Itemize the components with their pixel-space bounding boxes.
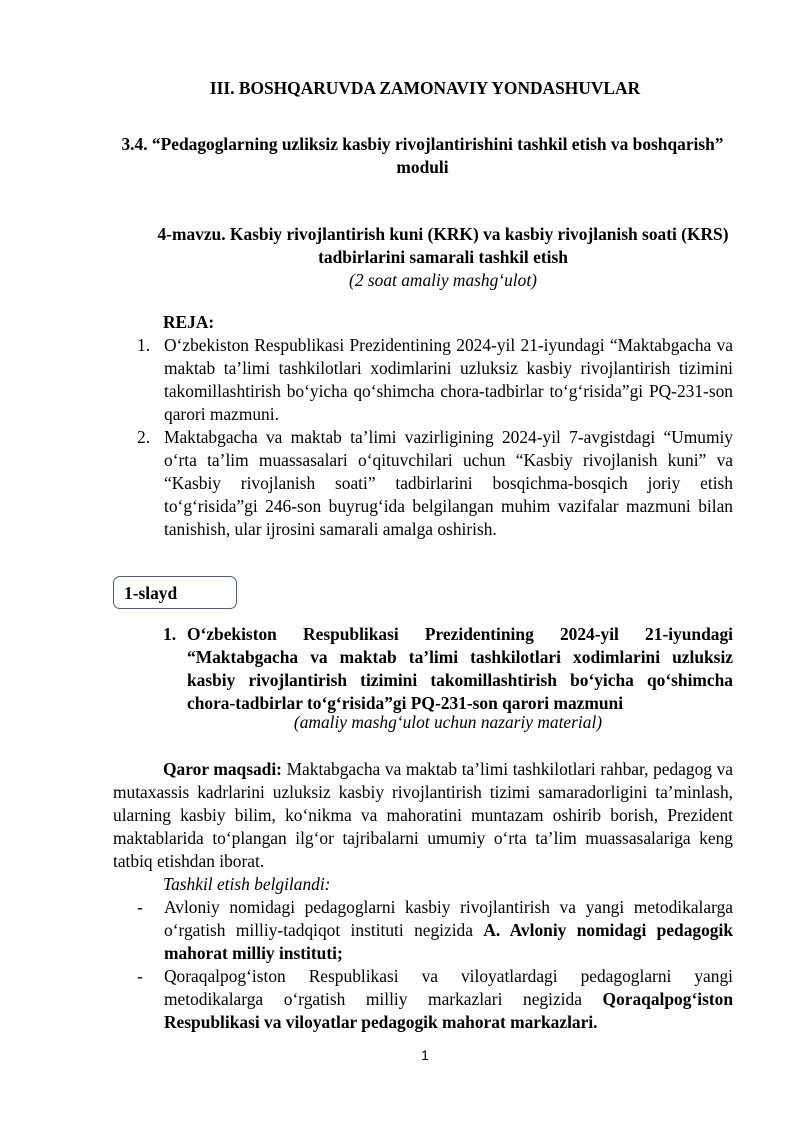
topic-title: 4-mavzu. Kasbiy rivojlantirish kuni (KRK) va kasbiy rivojlanish soati (KRS) tadbirlarini samarali tashkil etish <box>157 224 729 267</box>
plan-heading: REJA: <box>163 312 215 332</box>
org-list <box>137 896 733 1034</box>
org-item <box>137 896 733 965</box>
plan-item-text: Maktabgacha va maktab ta’limi vazirligining 2024-yil 7-avgistdagi “Umumiy o‘rta ta’lim muassasalari o‘qituvchilari uchun “Kasbiy rivojlanish kuni” va “Kasbiy rivojlanish soati” tadbirlarini bosqichma-bosqich joriy etish to‘g‘risida”gi 246-son buyrug‘ida belgilangan muhim vazifalar mazmuni bilan tanishish, ular ijrosini samarali amalga oshirish. <box>164 427 733 539</box>
org-item-text: Qoraqalpog‘iston Respublikasi va viloyatlardagi pedagoglarni yangi metodikalarga o‘rgatish milliy markazlari negizida <box>164 966 733 1009</box>
decision-text: Maktabgacha va maktab ta’limi tashkilotlari rahbar, pedagog va mutaxassis kadrlarini uzluksiz kasbiy rivojlantirish tizimi samaradorligini ta’minlash, ularning kasbiy bilim, ko‘nikma va mahoratini muntazam oshirib borish, Prezident maktablarida to‘plangan ilg‘or tajribalarni umumiy o‘rta ta’lim muassasalariga keng tatbiq etishdan iborat. <box>113 759 734 871</box>
page-number: 1 <box>421 1047 429 1063</box>
topic-block <box>150 223 736 292</box>
module-title: 3.4. “Pedagoglarning uzliksiz kasbiy rivojlantirishini tashkil etish va boshqarish” moduli <box>121 134 724 177</box>
slide-heading <box>163 623 733 715</box>
org-item <box>137 965 733 1034</box>
org-item-text: Avloniy nomidagi pedagoglarni kasbiy rivojlantirish va yangi metodikalarga o‘rgatish milliy-tadqiqot instituti negizida <box>164 897 733 940</box>
decision-paragraph <box>113 758 733 873</box>
slide-heading-text: O‘zbekiston Respublikasi Prezidentining 2024-yil 21-iyundagi “Maktabgacha va maktab ta’limi tashkilotlari xodimlarini uzluksiz kasbiy rivojlantirish tizimini takomillashtirish bo‘yicha qo‘shimcha chora-tadbirlar to‘g‘risida”gi PQ-231-son qarori mazmuni <box>187 624 733 713</box>
slide-label-badge: 1-slayd <box>113 576 237 609</box>
org-item-dash: - <box>137 897 143 917</box>
plan-item <box>137 426 733 541</box>
plan-item <box>137 334 733 426</box>
plan-item-number: 1. <box>137 335 151 355</box>
plan-item-number: 2. <box>137 427 151 447</box>
org-item-bold: A. Avloniy nomidagi pedagogik mahorat milliy instituti; <box>164 920 733 963</box>
org-label: Tashkil etish belgilandi: <box>163 874 331 894</box>
decision-label: Qaror maqsadi: <box>163 759 282 779</box>
topic-subtitle: (2 soat amaliy mashg‘ulot) <box>349 270 537 290</box>
slide-heading-number: 1. <box>163 624 177 644</box>
section-title: III. BOSHQARUVDA ZAMONAVIY YONDASHUVLAR <box>209 78 641 98</box>
org-item-bold: Qoraqalpog‘iston Respublikasi va viloyatlar pedagogik mahorat markazlari. <box>164 989 733 1032</box>
slide-subtitle: (amaliy mashg‘ulot uchun nazariy material) <box>293 712 603 732</box>
plan-item-text: O‘zbekiston Respublikasi Prezidentining 2024-yil 21-iyundagi “Maktabgacha va maktab ta’limi tashkilotlari xodimlarini uzluksiz kasbiy rivojlantirish tizimini takomillashtirish bo‘yicha qo‘shimcha chora-tadbirlar to‘g‘risida”gi PQ-231-son qarori mazmuni. <box>164 335 733 424</box>
plan-list <box>137 334 733 541</box>
org-item-dash: - <box>137 966 143 986</box>
